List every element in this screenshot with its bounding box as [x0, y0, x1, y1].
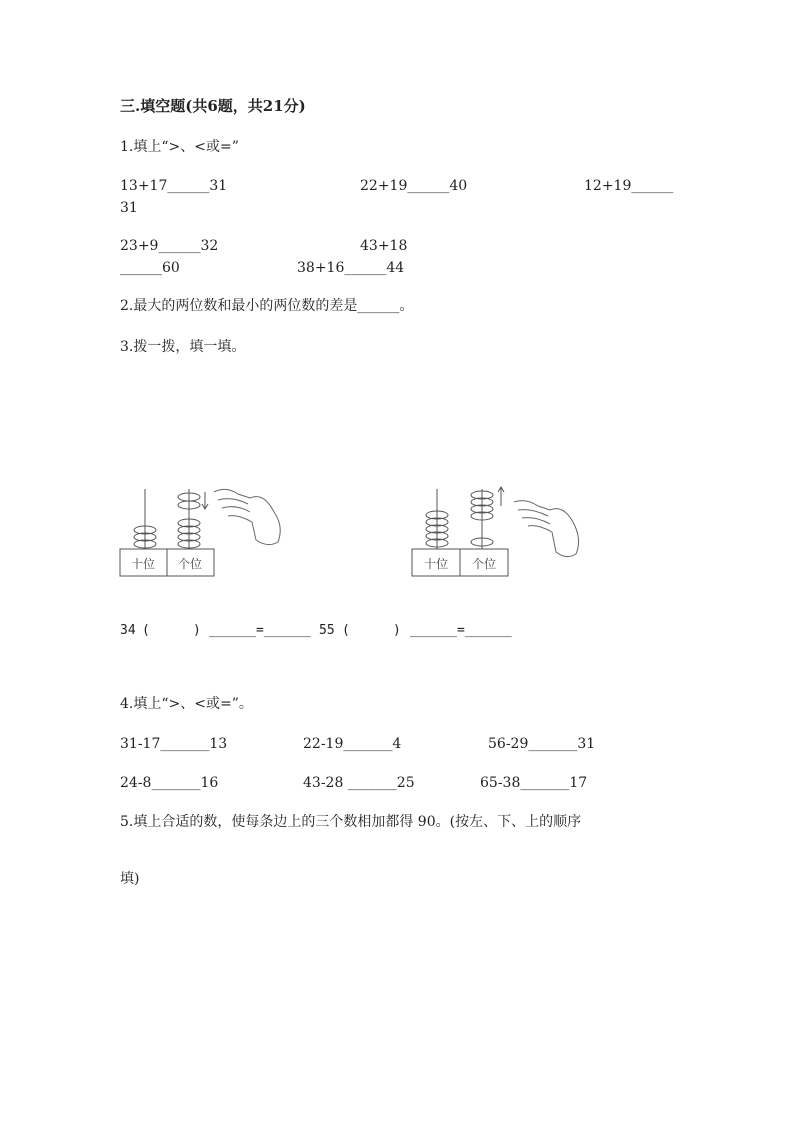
q1-item: 22+19______40 [360, 178, 468, 194]
hand-icon [214, 489, 280, 544]
ones-label: 个位 [177, 557, 203, 571]
q4-item: 22-19_______4 [303, 736, 402, 752]
q3-number: 34 [120, 623, 136, 638]
abacus-figure-2 [410, 484, 586, 580]
tens-label: 十位 [130, 557, 156, 571]
q3-number: 55 [319, 623, 335, 638]
q3-paren-close: ) [393, 623, 401, 638]
arrow-down-icon [202, 492, 208, 509]
q3-paren-open: ( [142, 623, 150, 638]
q1-title: 1.填上“>、<或=” [120, 139, 239, 155]
q5-text: 5.填上合适的数，使每条边上的三个数相加都得 90。(按左、下、上的顺序 [120, 814, 582, 830]
q1-item: 43+18 [360, 238, 408, 254]
q4-item: 43-28 _______25 [303, 775, 415, 791]
section-title: 三.填空题(共6题，共21分) [120, 97, 306, 115]
q1-item: 38+16______44 [297, 260, 405, 276]
q5-text-continued: 填) [120, 871, 140, 887]
q4-item: 56-29_______31 [488, 736, 596, 752]
q4-item: 65-38_______17 [480, 775, 588, 791]
q4-item: 31-17_______13 [120, 736, 228, 752]
q3-paren-open: ( [342, 623, 350, 638]
hand-icon [514, 501, 579, 557]
q1-item: 13+17______31 [120, 178, 228, 194]
q3-title: 3.拨一拨，填一填。 [120, 339, 246, 355]
q2-text: 2.最大的两位数和最小的两位数的差是______。 [120, 298, 414, 314]
q1-item: 31 [120, 200, 138, 216]
q1-item: 12+19______ [584, 178, 674, 194]
q3-blank-equation: ______=______ [410, 623, 512, 638]
q3-blank-equation: ______=______ [209, 623, 311, 638]
q4-title: 4.填上“>、<或=”。 [120, 696, 253, 712]
abacus-figure-1 [118, 484, 288, 580]
q4-item: 24-8_______16 [120, 775, 219, 791]
ones-label: 个位 [471, 557, 497, 571]
q3-paren-close: ) [193, 623, 201, 638]
arrow-up-icon [498, 487, 504, 506]
q1-item: 23+9______32 [120, 238, 219, 254]
tens-label: 十位 [423, 557, 449, 571]
q1-item: ______60 [120, 260, 180, 276]
